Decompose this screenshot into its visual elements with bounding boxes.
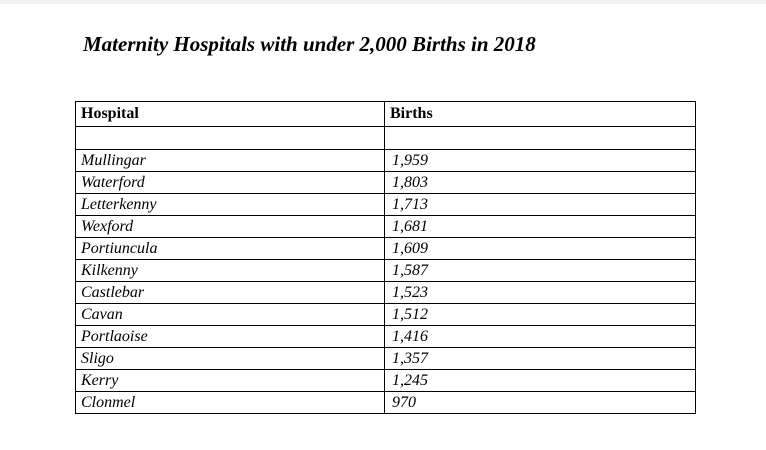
- hospital-cell: Castlebar: [76, 282, 385, 304]
- hospital-cell: Portiuncula: [76, 238, 385, 260]
- hospital-cell: Letterkenny: [76, 194, 385, 216]
- table-row: [76, 348, 696, 370]
- births-cell: 970: [385, 392, 696, 414]
- table-row: [76, 172, 696, 194]
- table-row: [76, 392, 696, 414]
- table-row: [76, 150, 696, 172]
- table-row: [76, 282, 696, 304]
- hospital-cell: Sligo: [76, 348, 385, 370]
- table-header-row: [76, 102, 696, 127]
- table-row: [76, 370, 696, 392]
- table-row: [76, 304, 696, 326]
- births-cell: 1,803: [385, 172, 696, 194]
- top-edge-strip: [0, 0, 766, 4]
- document-title: Maternity Hospitals with under 2,000 Births in 2018: [83, 32, 536, 56]
- births-cell: 1,587: [385, 260, 696, 282]
- hospital-cell: Waterford: [76, 172, 385, 194]
- births-cell: 1,713: [385, 194, 696, 216]
- table-row: [76, 326, 696, 348]
- empty-cell: [385, 127, 696, 150]
- column-header-hospital: Hospital: [76, 102, 385, 127]
- births-cell: 1,245: [385, 370, 696, 392]
- births-table: [75, 101, 696, 414]
- births-cell: 1,523: [385, 282, 696, 304]
- births-cell: 1,681: [385, 216, 696, 238]
- empty-cell: [76, 127, 385, 150]
- hospital-cell: Clonmel: [76, 392, 385, 414]
- table-row: [76, 216, 696, 238]
- hospital-cell: Portlaoise: [76, 326, 385, 348]
- births-cell: 1,357: [385, 348, 696, 370]
- table-row: [76, 194, 696, 216]
- hospital-cell: Cavan: [76, 304, 385, 326]
- births-cell: 1,512: [385, 304, 696, 326]
- table-row: [76, 238, 696, 260]
- births-cell: 1,416: [385, 326, 696, 348]
- column-header-births: Births: [385, 102, 696, 127]
- table-row: [76, 260, 696, 282]
- hospital-cell: Wexford: [76, 216, 385, 238]
- births-cell: 1,609: [385, 238, 696, 260]
- births-cell: 1,959: [385, 150, 696, 172]
- table-body: [76, 127, 696, 414]
- hospital-cell: Kerry: [76, 370, 385, 392]
- hospital-cell: Mullingar: [76, 150, 385, 172]
- hospital-cell: Kilkenny: [76, 260, 385, 282]
- empty-row: [76, 127, 696, 150]
